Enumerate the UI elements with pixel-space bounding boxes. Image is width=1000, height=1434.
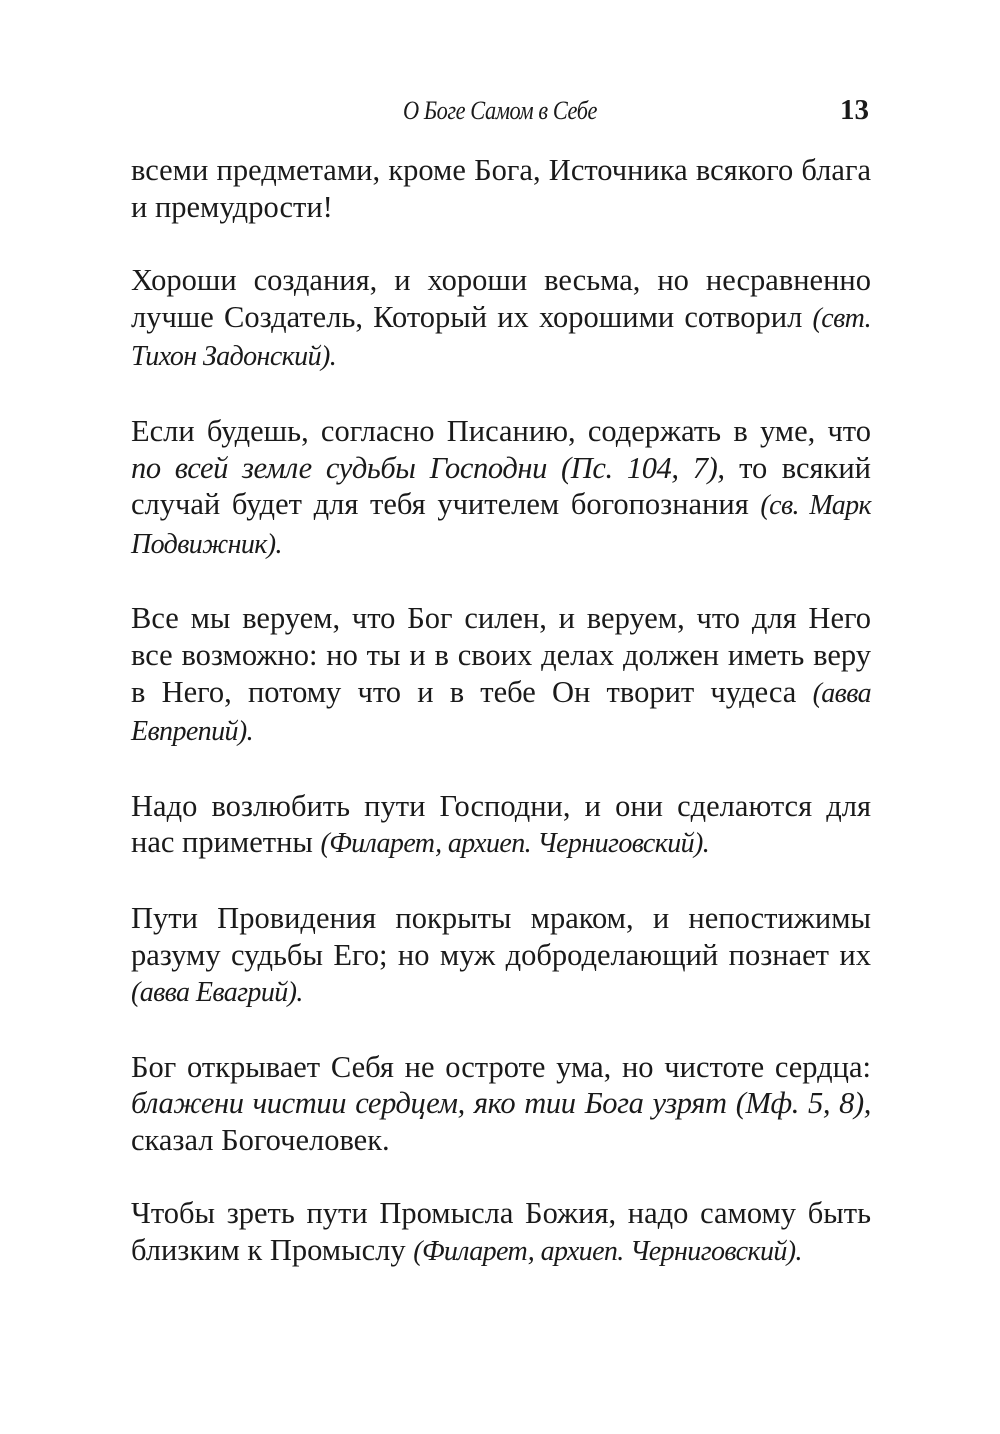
paragraph	[131, 788, 871, 863]
paragraph-text: Все мы веруем, что Бог силен, и веруем, что для Него все возможно: но ты и в своих делах должен иметь веру в Него, потому что и в тебе Он творит чудеса	[131, 601, 871, 709]
citation: (Филарет, архиеп. Черниговский).	[320, 828, 710, 860]
paragraph	[131, 262, 871, 376]
paragraph	[131, 900, 871, 1012]
page-number: 13	[840, 94, 869, 126]
paragraph-text: то всякий случай будет для тебя учителем богопознания	[131, 450, 871, 522]
paragraph-text: сказал Богочеловек.	[131, 1122, 390, 1157]
scripture-quote: блажени чистии сердцем, яко тии Бога узрят (Мф. 5, 8),	[131, 1086, 871, 1121]
paragraph-text: Надо возлюбить пути Господни, и они сделаются для нас приметны	[131, 788, 871, 860]
paragraph-text: Пути Провидения покрыты мраком, и непостижимы разуму судьбы Его; но муж доброделающий познает их	[131, 900, 871, 972]
paragraph-text: Бог открывает Себя не остроте ума, но чистоте сердца:	[131, 1049, 871, 1084]
paragraph-text: всеми предметами, кроме Бога, Источника всякого блага и премудрости!	[131, 153, 871, 224]
running-title: О Боге Самом в Себе	[402, 96, 598, 125]
citation: (св. Марк Подвижник).	[131, 490, 871, 560]
paragraph	[131, 600, 871, 750]
citation: (свт. Тихон Задонский).	[131, 302, 872, 373]
paragraph-text: Чтобы зреть пути Промысла Божия, надо самому быть близким к Промыслу	[131, 1196, 871, 1268]
paragraph	[131, 1195, 871, 1270]
paragraph	[131, 413, 871, 563]
scripture-quote: по всей земле судьбы Господни (Пс. 104, 7),	[131, 450, 725, 485]
citation: (авва Евпрепий).	[131, 677, 872, 748]
paragraph-text: Если будешь, согласно Писанию, содержать в уме, что	[131, 413, 871, 448]
paragraph	[131, 1049, 871, 1159]
paragraph-text: Хороши создания, и хороши весьма, но несравненно лучше Создатель, Который их хорошими сотворил	[131, 263, 871, 334]
paragraph	[131, 152, 871, 225]
book-page	[131, 90, 871, 1308]
running-header	[131, 90, 871, 134]
citation: (Филарет, архиеп. Черниговский).	[413, 1236, 802, 1268]
citation: (авва Евагрий).	[131, 977, 303, 1009]
